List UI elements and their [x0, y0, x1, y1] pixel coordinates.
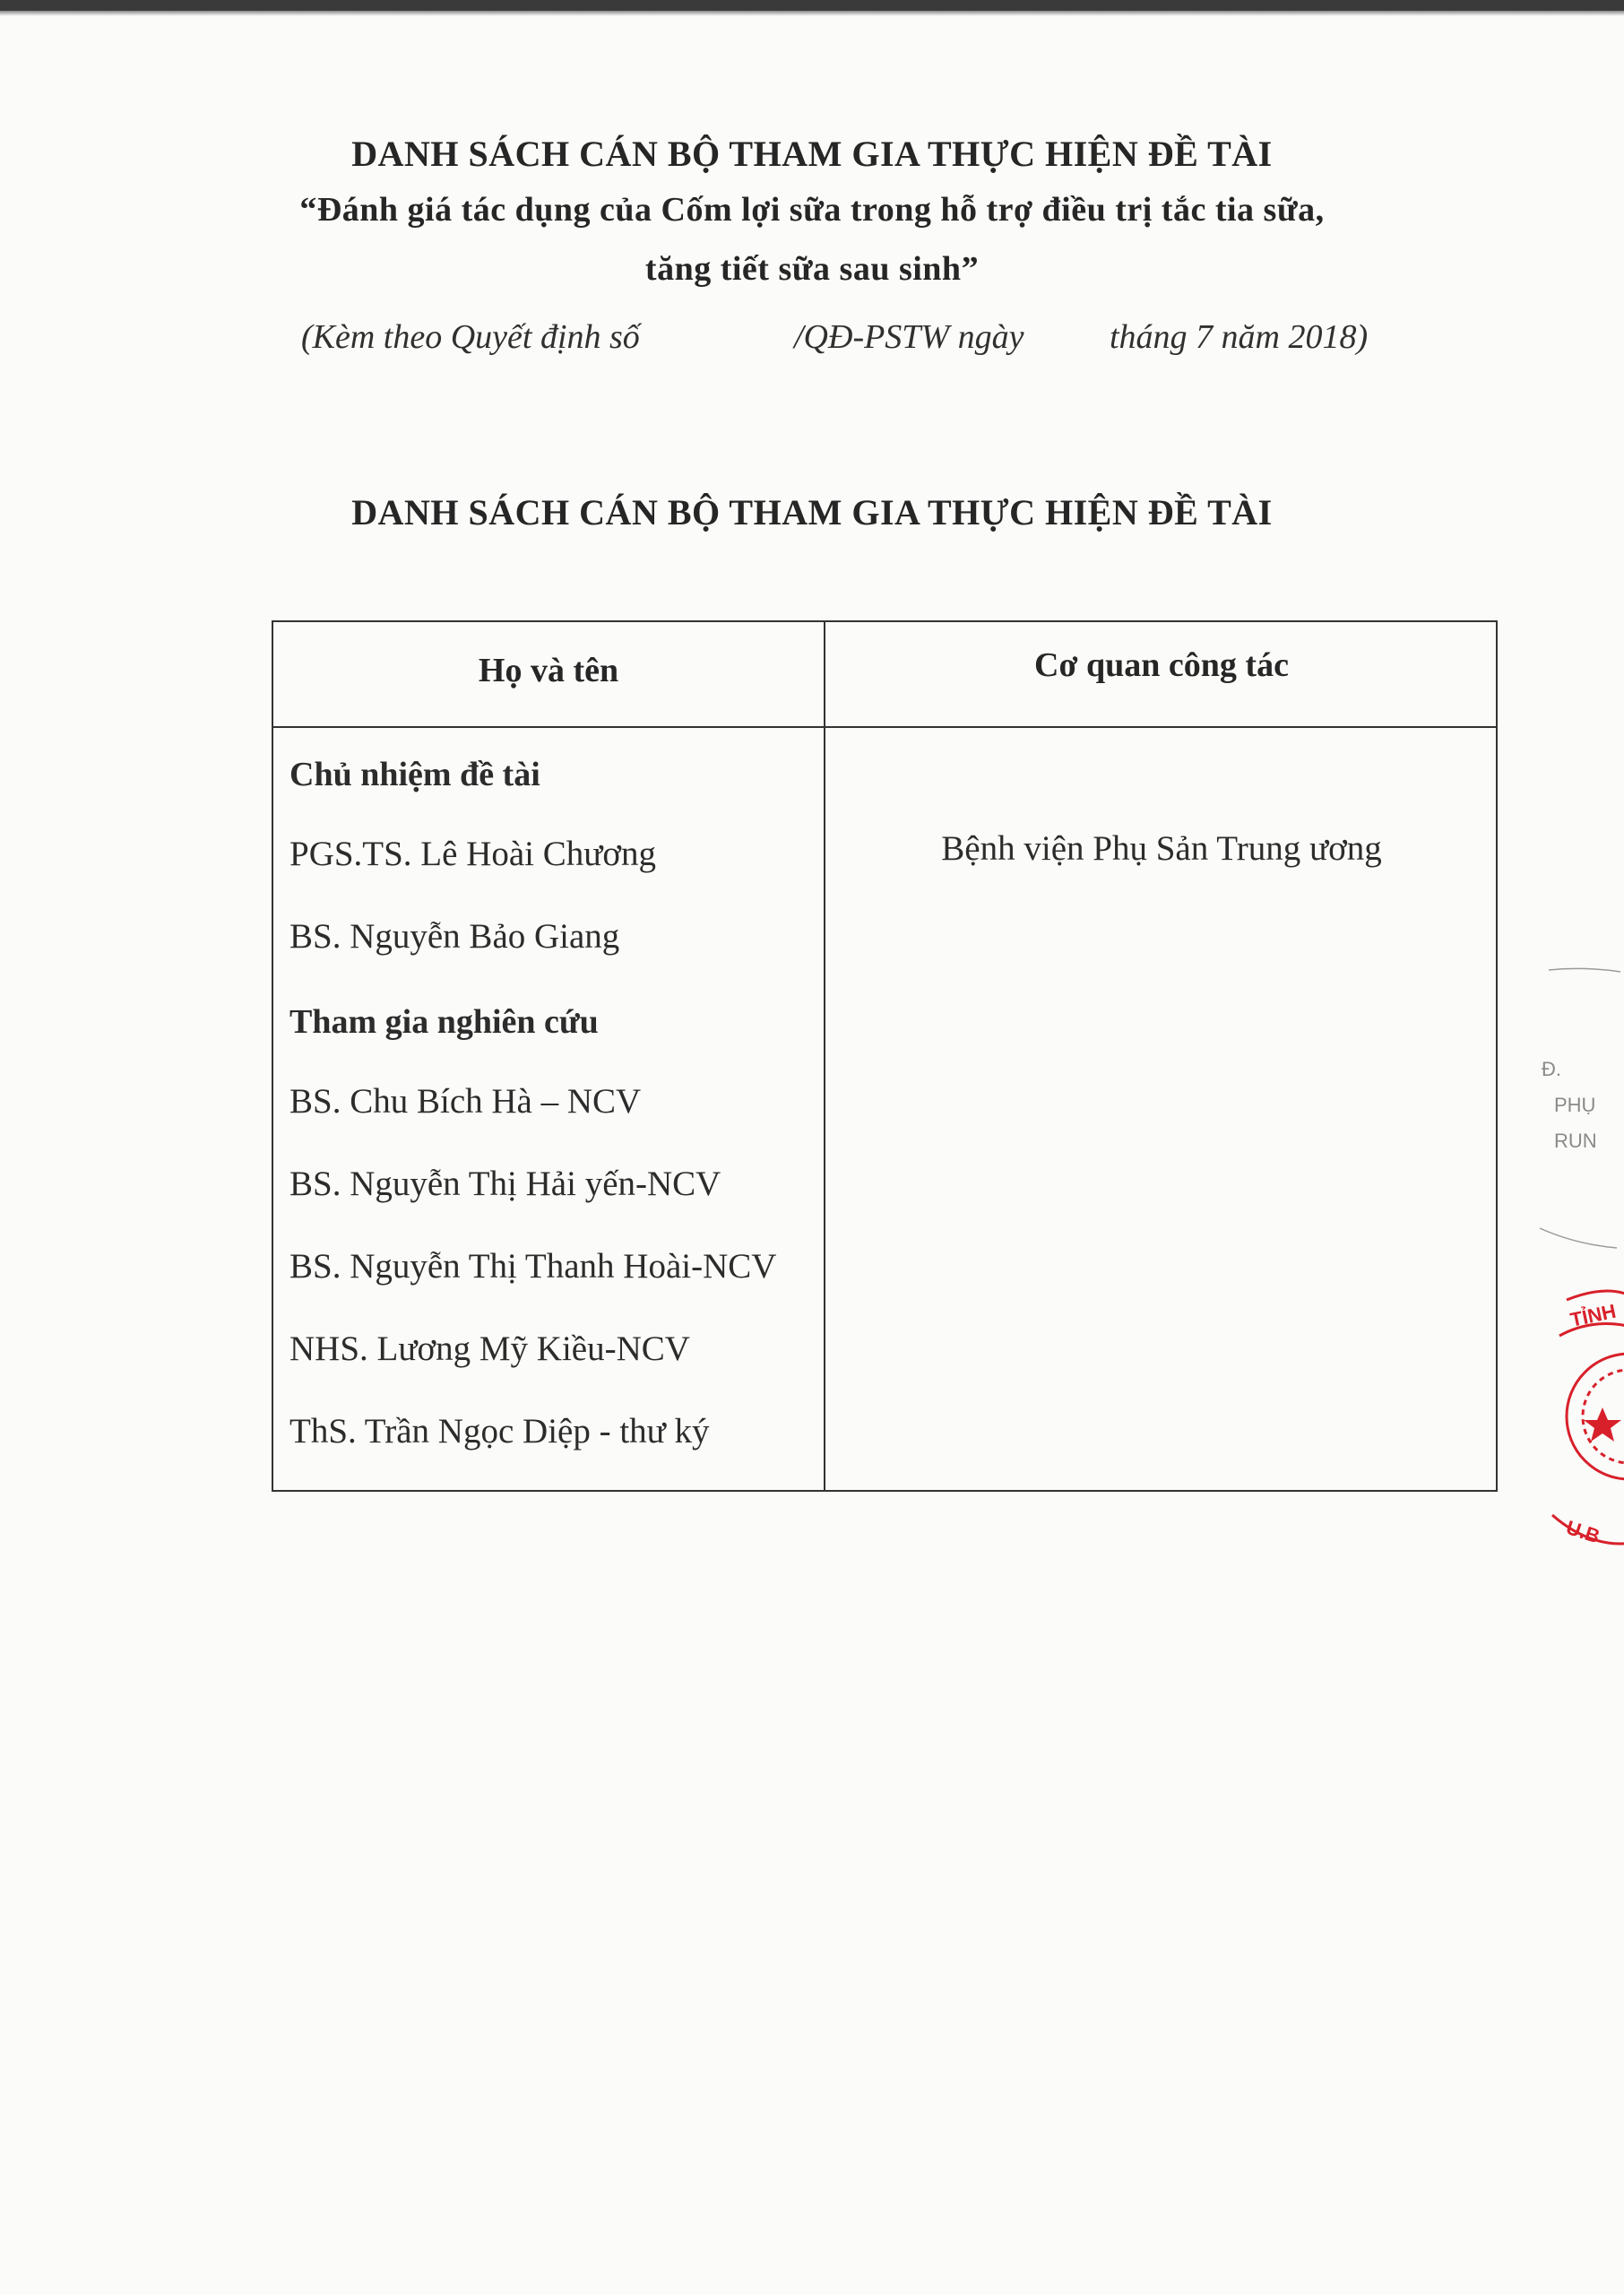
stamp-text-bottom: U.B	[1563, 1515, 1603, 1548]
scan-top-shadow	[0, 11, 1624, 16]
table-row: BS. Nguyễn Bảo Giang	[289, 917, 620, 956]
subtitle-line-2: tăng tiết sữa sau sinh”	[644, 250, 980, 288]
stamp-fragment-2: PHỤ	[1554, 1094, 1596, 1116]
document-title: DANH SÁCH CÁN BỘ THAM GIA THỰC HIỆN ĐỀ TÀI	[351, 134, 1273, 174]
section-label-members: Tham gia nghiên cứu	[289, 1003, 599, 1041]
table-row: BS. Chu Bích Hà – NCV	[289, 1082, 642, 1121]
subtitle-line-1: “Đánh giá tác dụng của Cốm lợi sữa trong hỗ trợ điều trị tắc tia sữa,	[299, 191, 1325, 229]
list-title: DANH SÁCH CÁN BỘ THAM GIA THỰC HIỆN ĐỀ TÀI	[351, 492, 1273, 533]
table-row: NHS. Lương Mỹ Kiều-NCV	[289, 1329, 690, 1368]
stamp-text-top: TỈNH	[1568, 1299, 1619, 1331]
header-divider	[273, 726, 1496, 728]
table-row: BS. Nguyễn Thị Hải yến-NCV	[289, 1165, 721, 1203]
decision-reference-part-3: tháng 7 năm 2018)	[1110, 318, 1369, 356]
staff-table	[272, 620, 1498, 1492]
decision-reference-part-2: /QĐ-PSTW ngày	[794, 318, 1024, 356]
stamp-fragment-3: RUN	[1554, 1130, 1597, 1152]
stamp-fragment-1: Đ.	[1542, 1058, 1561, 1080]
section-label-lead: Chủ nhiệm đề tài	[289, 756, 540, 793]
header-name: Họ và tên	[478, 652, 619, 689]
table-row: ThS. Trần Ngọc Diệp - thư ký	[289, 1412, 710, 1451]
table-row: BS. Nguyễn Thị Thanh Hoài-NCV	[289, 1247, 777, 1286]
scan-top-edge	[0, 0, 1624, 11]
organization-cell: Bệnh viện Phụ Sản Trung ương	[941, 829, 1382, 868]
header-organization: Cơ quan công tác	[1034, 646, 1289, 684]
table-row: PGS.TS. Lê Hoài Chương	[289, 835, 657, 873]
decision-reference-part-1: (Kèm theo Quyết định số	[301, 318, 640, 356]
column-divider	[824, 622, 825, 1490]
red-seal-stamp	[1513, 959, 1624, 1587]
